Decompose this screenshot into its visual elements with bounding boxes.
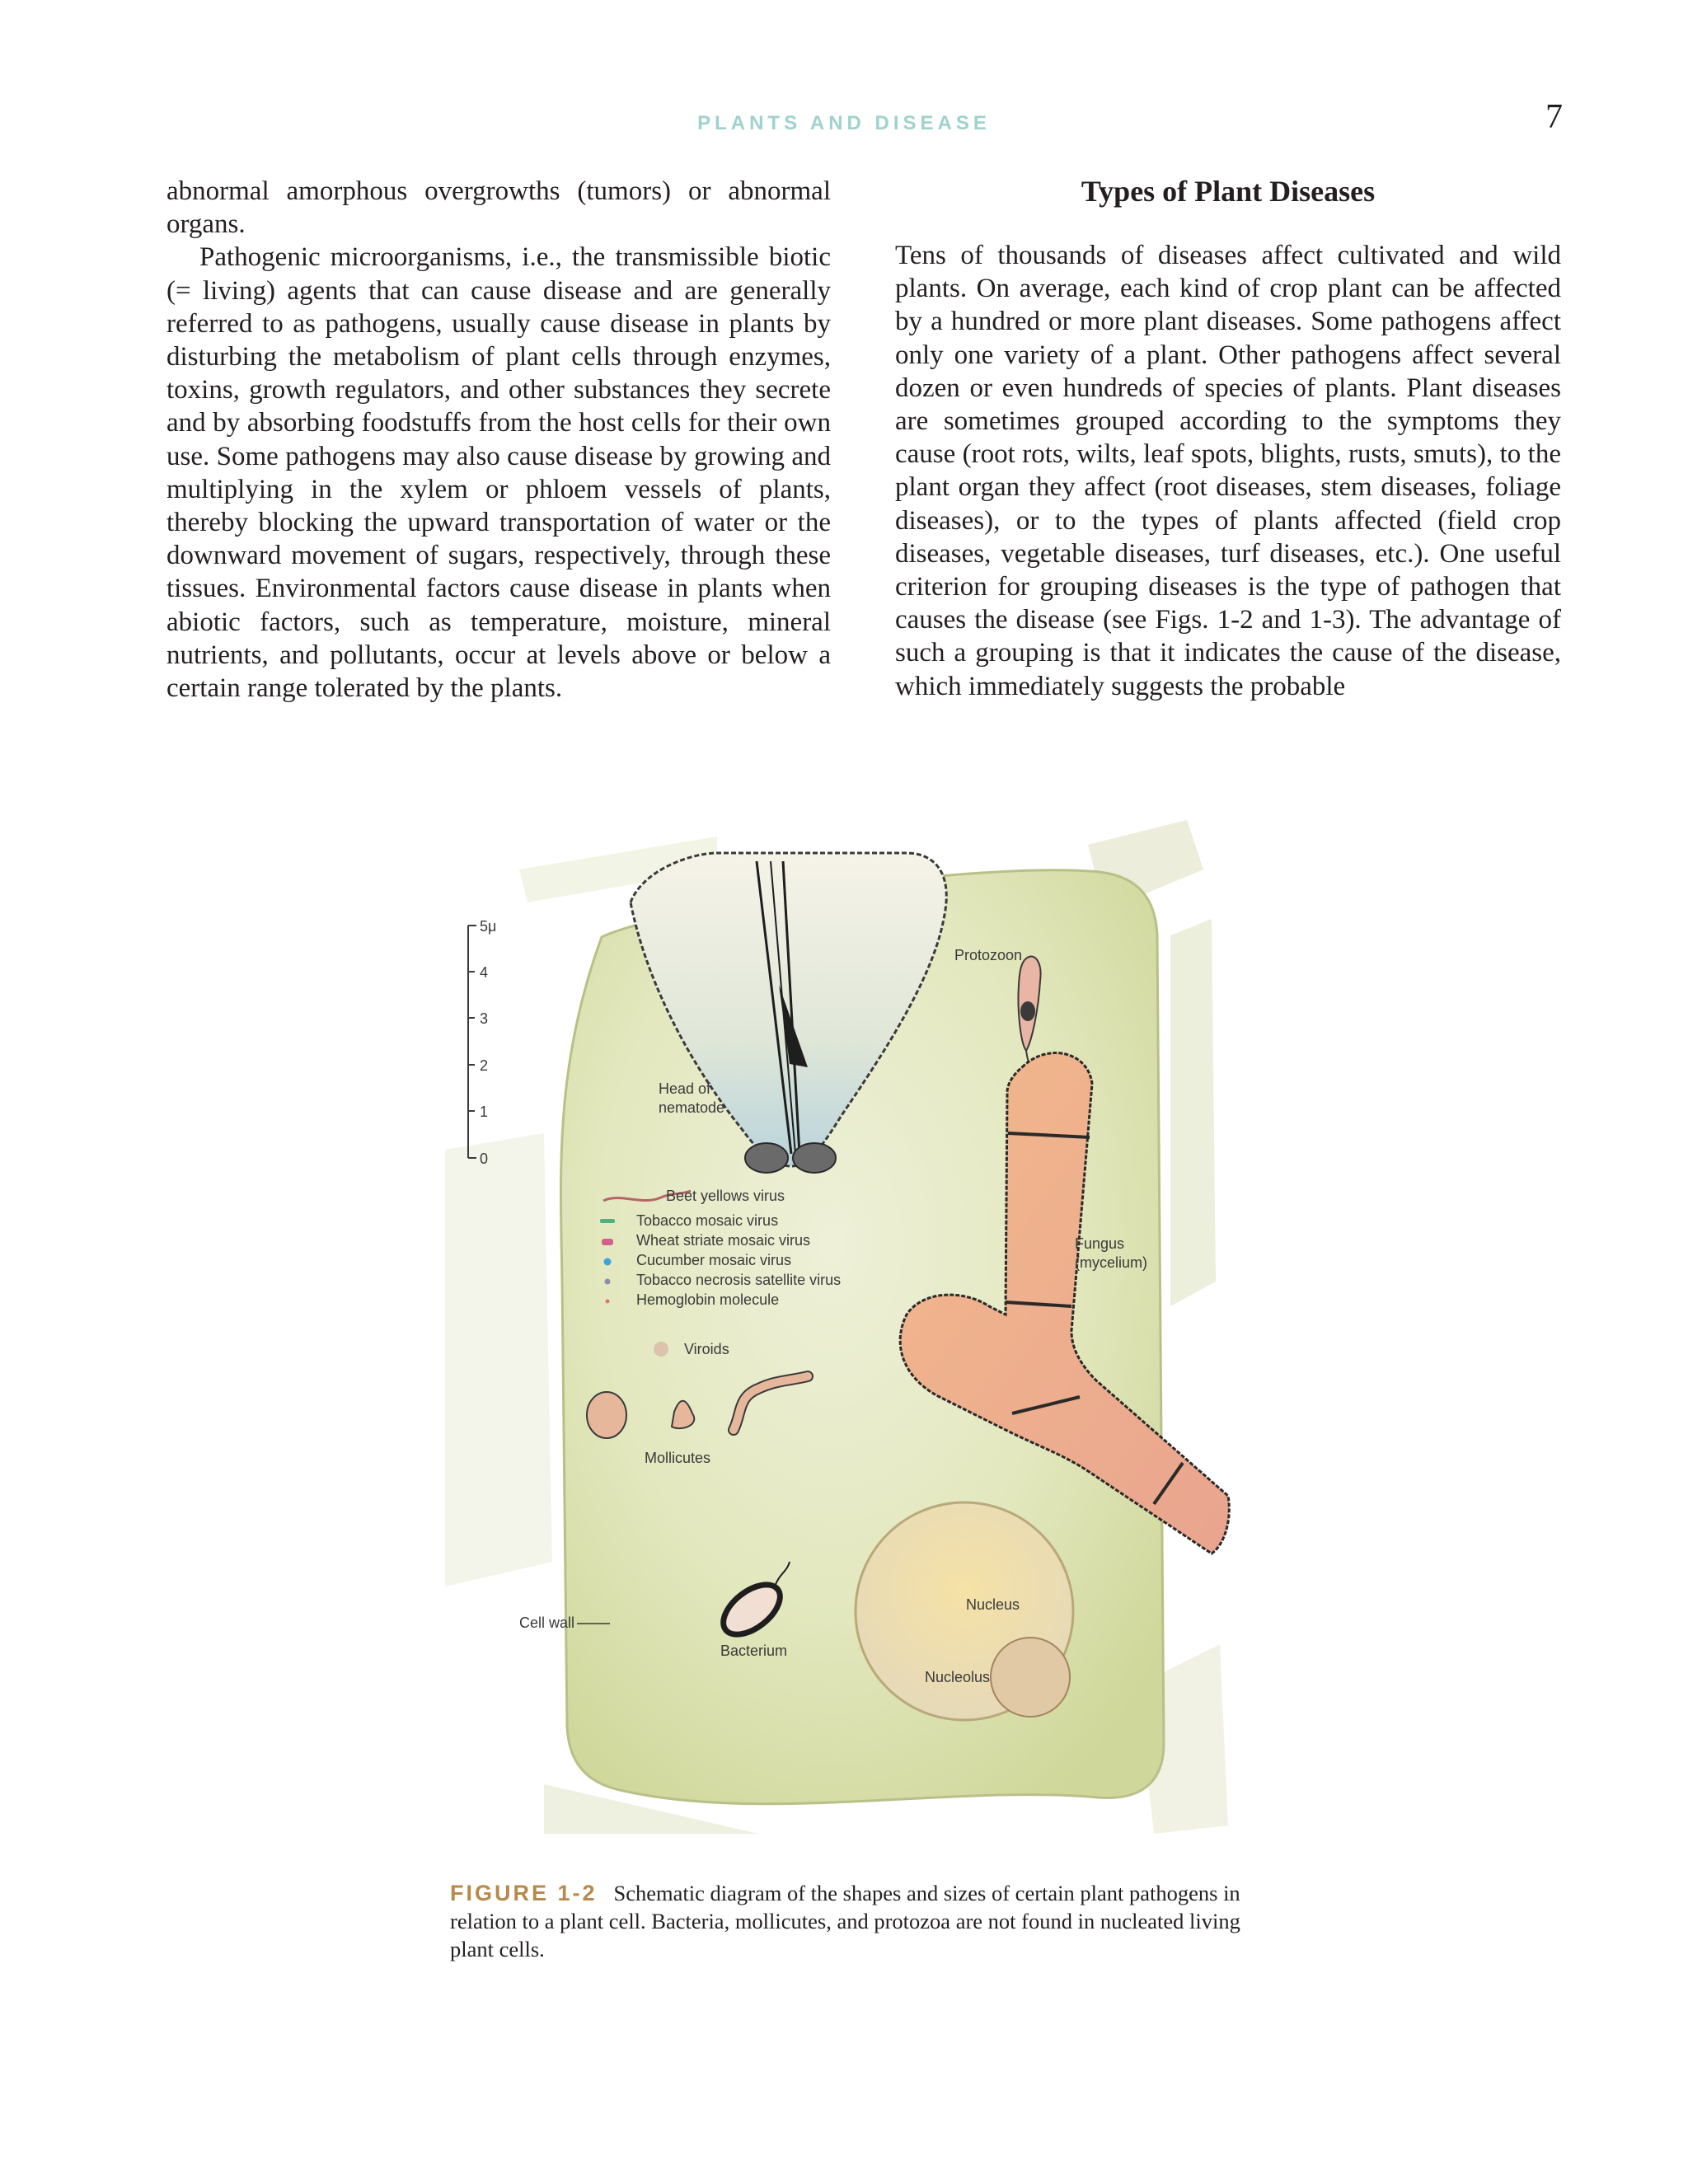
nucleolus (991, 1638, 1070, 1717)
running-head: PLANTS AND DISEASE (697, 112, 991, 134)
label-nematode: nematode (659, 1099, 725, 1116)
legend-swatch-wheat-striate (602, 1239, 613, 1245)
caption-text: Schematic diagram of the shapes and sizes of certain plant pathogens in relation to a plant cell. Bacteria, mollicutes, and protozoa are not found in nucleated living plant cells. (450, 1881, 1240, 1961)
legend-label: Beet yellows virus (666, 1188, 785, 1204)
legend-label: Tobacco necrosis satellite virus (636, 1272, 842, 1288)
figure-label: FIGURE 1-2 (450, 1881, 598, 1905)
figure-caption (450, 1879, 1274, 1963)
section-heading: Types of Plant Diseases (1081, 175, 1376, 208)
label-fungus: (mycelium) (1075, 1254, 1147, 1271)
viroids-dots (654, 1342, 668, 1357)
scale-tick: 0 (480, 1151, 489, 1167)
right-column (895, 175, 1561, 703)
legend-swatch-hemoglobin (606, 1300, 610, 1304)
scale-tick: 5μ (480, 918, 497, 935)
label-mollicutes: Mollicutes (645, 1450, 711, 1466)
label-viroids: Viroids (684, 1341, 729, 1357)
legend-swatch-tobacco-necrosis (605, 1279, 611, 1285)
paragraph: abnormal amorphous overgrowths (tumors) or abnormal organs. (166, 176, 831, 240)
legend-label: Hemoglobin molecule (636, 1291, 780, 1308)
paragraph: Tens of thousands of diseases affect cultivated and wild plants. On average, each kind of crop plant can be affected by a hundred or more plant diseases. Some pathogens affect only one variety of a plant. Other pathogens affect several dozen or even hundreds of species of plants. Plant diseases are sometimes grouped according to the symptoms they cause (root rots, wilts, leaf spots, blights, rusts, smuts), to the plant organ they affect (root diseases, stem diseases, foliage diseases), or to the types of plants affected (field crop diseases, vegetable diseases, turf diseases, etc.). One useful criterion for grouping diseases is the type of pathogen that causes the disease (see Figs. 1-2 and 1-3). The advantage of such a grouping is that it indicates the cause of the disease, which immediately suggests the probable (895, 241, 1561, 701)
page-number: 7 (1545, 98, 1563, 136)
label-nucleus: Nucleus (966, 1596, 1020, 1613)
label-fungus: Fungus (1075, 1235, 1125, 1252)
scale-tick: 4 (480, 964, 489, 981)
legend-label: Tobacco mosaic virus (636, 1212, 779, 1229)
label-nucleolus: Nucleolus (925, 1669, 991, 1685)
label-protozoon: Protozoon (954, 947, 1023, 963)
left-column (166, 175, 831, 705)
legend-label: Wheat striate mosaic virus (636, 1232, 811, 1249)
figure-plant-cell-diagram (445, 820, 1236, 1834)
label-nematode: Head of (659, 1080, 711, 1097)
scale-tick: 2 (480, 1057, 489, 1074)
legend-swatch-cucumber-mosaic (604, 1258, 612, 1266)
label-cell-wall: Cell wall (519, 1615, 575, 1631)
paragraph: Pathogenic microorganisms, i.e., the transmissible biotic (= living) agents that can cause disease and are generally referred to as pathogens, usually cause disease in plants by disturbing the metabolism of plant cells through enzymes, toxins, growth regulators, and other substances they secrete and by absorbing foodstuffs from the host cells for their own use. Some pathogens may also cause disease by growing and multiplying in the xylem or phloem vessels of plants, thereby blocking the upward transportation of water or the downward movement of sugars, respectively, through these tissues. Environmental factors cause disease in plants when abiotic factors, such as temperature, moisture, mineral nutrients, and pollutants, occur at levels above or below a certain range tolerated by the plants. (166, 242, 831, 704)
label-bacterium: Bacterium (720, 1643, 788, 1659)
legend-label: Cucumber mosaic virus (636, 1252, 792, 1268)
legend-swatch-tobacco-mosaic (600, 1219, 615, 1223)
scale-tick: 1 (480, 1104, 489, 1120)
scale-tick: 3 (480, 1010, 489, 1027)
